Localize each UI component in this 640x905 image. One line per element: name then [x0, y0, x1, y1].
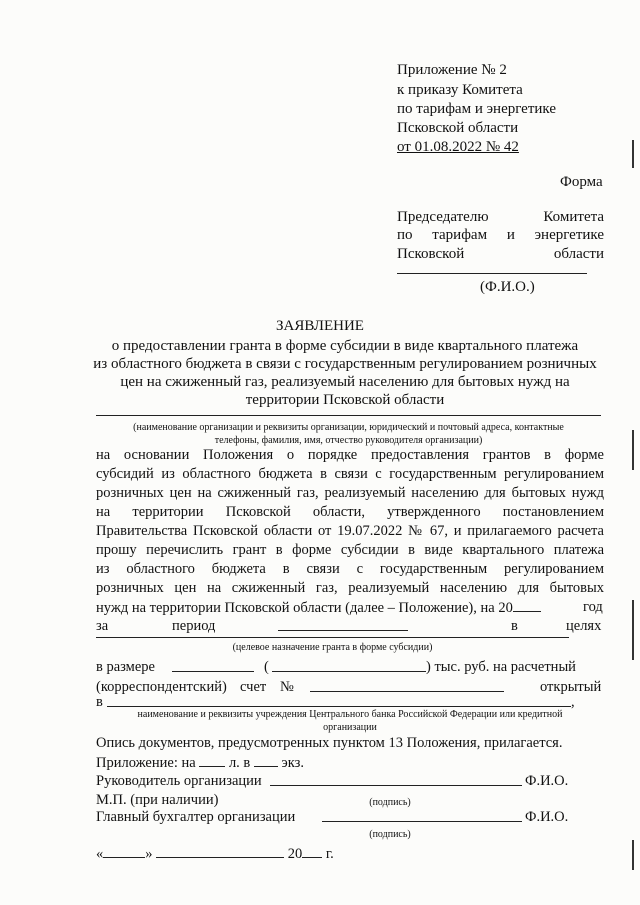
inventory-note: Опись документов, предусмотренных пунктом 13 Положения, прилагается. — [96, 735, 563, 751]
date-line — [96, 843, 334, 864]
addressee-fio-line — [397, 273, 587, 274]
organization-caption-line-2: телефоны, фамилия, имя, отчество руководителя организации) — [214, 435, 483, 446]
amount-currency — [426, 657, 608, 677]
organization-caption-line-1: (наименование организации и реквизиты организации, юридический и почтовый адреса, контактные — [133, 422, 564, 433]
body-period-v: в — [511, 618, 518, 634]
bank-comma: , — [571, 694, 575, 710]
addressee-word: области — [553, 246, 604, 262]
amount-open-paren: ( — [264, 659, 269, 675]
attachment-copies: экз. — [281, 755, 304, 771]
scan-edge-mark — [632, 840, 634, 870]
head-signature-line — [270, 785, 522, 786]
addressee-word: Председателю — [397, 209, 489, 225]
head-signature-caption: (подпись) — [369, 797, 411, 808]
head-fio: Ф.И.О. — [525, 773, 569, 789]
accountant-label: Главный бухгалтер организации — [96, 809, 296, 825]
body-period-za: за — [96, 618, 109, 634]
account-label: (корреспондентский) — [96, 679, 227, 695]
scan-edge-mark — [632, 430, 634, 470]
account-number-blank — [310, 691, 504, 692]
form-label: Форма — [560, 174, 603, 190]
addressee-row-2 — [397, 225, 604, 245]
title-line-4: территории Псковской области — [245, 392, 445, 408]
title-heading: ЗАЯВЛЕНИЕ — [276, 318, 364, 334]
amount-label: в размере — [96, 659, 155, 675]
addressee-row-1 — [397, 207, 604, 227]
addressee-word: и — [506, 227, 515, 243]
date-open-quote: « — [96, 846, 104, 862]
pages-blank — [199, 752, 225, 767]
attachment-label: Приложение: на — [96, 755, 196, 771]
date-month-blank — [156, 843, 284, 858]
body-line: Правительства Псковской области от 19.07.2022 № 67, и прилагаемого расчета — [96, 523, 604, 539]
scan-edge-mark — [632, 600, 634, 660]
period-blank — [278, 630, 408, 631]
body-line: прошу перечислить грант в форме субсидии в виде квартального платежа — [96, 542, 604, 558]
bank-caption — [110, 708, 590, 734]
organization-caption — [96, 421, 601, 447]
body-line: на территории Псковской области, утвержденного постановлением — [96, 504, 604, 520]
organization-line — [96, 415, 601, 416]
body-period-word: период — [172, 618, 216, 634]
addressee-word: Псковской — [397, 246, 465, 262]
scan-edge-mark — [632, 140, 634, 168]
addressee-word: тарифам — [432, 227, 488, 243]
appendix-line-2: к приказу Комитета — [397, 82, 523, 98]
addressee-fio-caption: (Ф.И.О.) — [480, 279, 535, 295]
appendix-date: от 01.08.2022 № 42 — [397, 139, 519, 155]
stamp-note: М.П. (при наличии) — [96, 792, 219, 808]
addressee-word: энергетике — [534, 227, 604, 243]
bank-label: в — [96, 694, 103, 710]
accountant-signature-caption: (подпись) — [369, 829, 411, 840]
account-word: счет — [240, 679, 267, 695]
title-line-2: из областного бюджета в связи с государственным регулированием розничных — [93, 356, 597, 372]
addressee-row-3 — [397, 244, 604, 264]
body-line: розничных цен на сжиженный газ, реализуемый населению для бытовых нужд — [96, 485, 604, 501]
account-open-word: открытый — [540, 679, 602, 695]
amount-words-blank — [272, 671, 426, 672]
body-line: на основании Положения о порядке предоставления грантов в форме — [96, 447, 604, 463]
purpose-line — [96, 637, 569, 638]
date-year-prefix: 20 — [287, 846, 303, 862]
body-line-year — [96, 597, 541, 618]
bank-caption-line-2: организации — [323, 722, 377, 733]
accountant-fio: Ф.И.О. — [525, 809, 569, 825]
title-line-1: о предоставлении гранта в форме субсидии в виде квартального платежа — [111, 338, 579, 354]
bank-blank — [107, 706, 571, 707]
date-day-blank — [103, 843, 145, 858]
date-close-quote: » — [145, 846, 153, 862]
body-year-text: нужд на территории Псковской области (далее – Положение), на 20 — [96, 600, 513, 616]
copies-blank — [254, 752, 278, 767]
addressee-word: по — [397, 227, 413, 243]
body-purpose-word: целях — [566, 618, 602, 634]
body-line: из областного бюджета в связи с государственным регулированием — [96, 561, 604, 577]
body-line: розничных цен на сжиженный газ, реализуемый населению для бытовых — [96, 580, 604, 596]
account-number-sign: № — [280, 679, 294, 695]
date-year-suffix: г. — [325, 846, 334, 862]
appendix-line-1: Приложение № 2 — [397, 62, 507, 78]
year-blank — [513, 597, 541, 612]
addressee-word: Комитета — [543, 209, 604, 225]
bank-caption-line-1: наименование и реквизиты учреждения Центрального банка Российской Федерации или кредитной — [137, 709, 563, 720]
accountant-signature-line — [322, 821, 522, 822]
appendix-line-3: по тарифам и энергетике — [397, 101, 556, 117]
appendix-line-4: Псковской области — [397, 120, 519, 136]
purpose-caption: (целевое назначение гранта в форме субсидии) — [232, 642, 433, 653]
head-label: Руководитель организации — [96, 773, 262, 789]
attachment-pages: л. в — [228, 755, 251, 771]
date-year-blank — [302, 843, 322, 858]
amount-currency-text: ) тыс. руб. на расчетный — [426, 659, 576, 675]
attachment-line — [96, 752, 304, 773]
amount-blank — [172, 671, 254, 672]
body-year-word: год — [583, 599, 603, 615]
title-line-3: цен на сжиженный газ, реализуемый населению для бытовых нужд на — [120, 374, 570, 390]
body-line: субсидий из областного бюджета в связи с государственным регулированием — [96, 466, 604, 482]
